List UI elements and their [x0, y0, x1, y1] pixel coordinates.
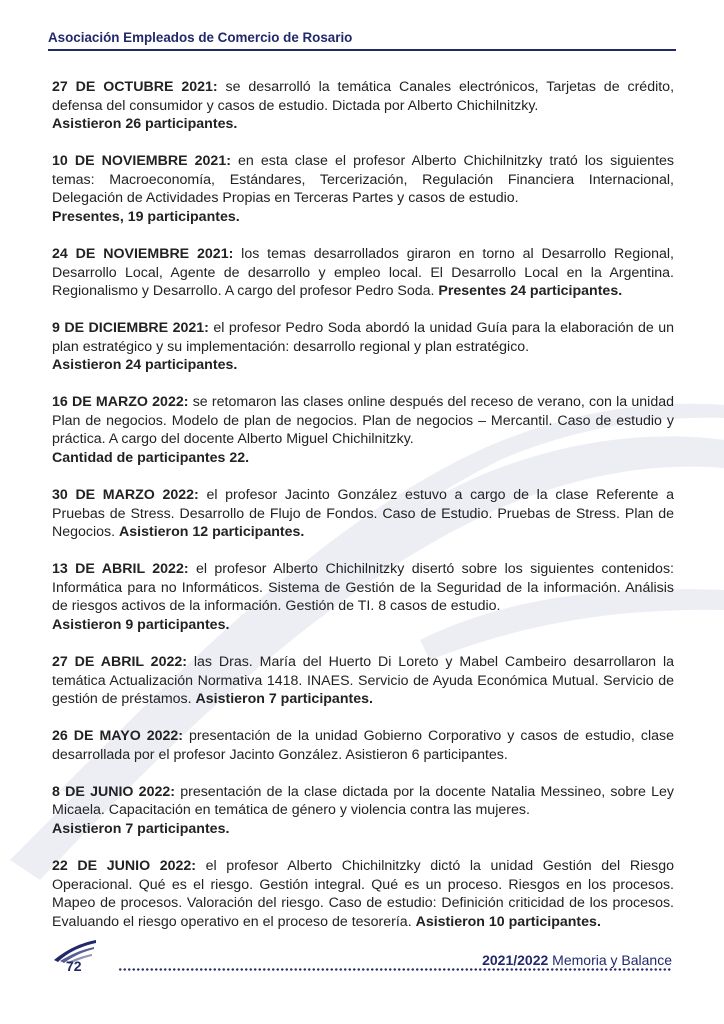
entry-date: 9 DE DICIEMBRE 2021: [52, 320, 209, 337]
entry-date: 27 DE OCTUBRE 2021: [52, 79, 218, 95]
footer-year: 2021/2022 [482, 952, 549, 968]
header-title: Asociación Empleados de Comercio de Rosario [48, 30, 353, 45]
entry-text: el profesor Jacinto González estuvo a cargo de la clase Referente a Pruebas de Stress. Desarrollo de Flujo de Fondos. Caso de Estudio. Pruebas de Stress. Plan de Negocios. [52, 487, 674, 541]
entry-date: 30 DE MARZO 2022: [52, 487, 199, 504]
entries-list [52, 78, 674, 950]
entry-date: 10 DE NOVIEMBRE 2021: [52, 153, 231, 170]
entry-date: 16 DE MARZO 2022: [52, 394, 189, 411]
entry-date: 24 DE NOVIEMBRE 2021: [52, 245, 234, 262]
entry-attendance: Presentes, 19 participantes. [52, 208, 240, 225]
page-number: 72 [66, 958, 82, 974]
entry-paragraph [52, 486, 674, 542]
entry-attendance: Cantidad de participantes 22. [52, 450, 250, 467]
footer-divider [118, 968, 672, 971]
page-header [48, 30, 676, 51]
entry-date: 26 DE MAYO 2022: [52, 728, 183, 745]
entry-paragraph [52, 319, 674, 375]
entry-paragraph [52, 78, 674, 134]
entry-paragraph [52, 727, 674, 764]
entry-attendance: Asistieron 26 participantes. [52, 116, 238, 133]
entry-attendance: Presentes 24 participantes. [438, 283, 623, 300]
footer-title [482, 952, 672, 968]
footer-subtitle: Memoria y Balance [548, 952, 672, 968]
entry-text: el profesor Alberto Chichilnitzky disertó sobre los siguientes contenidos: Informática para no Informáticos. Sistema de Gestión de la Seguridad de la información. Análisis de riesgos activos de la información. Gestión de TI. 8 casos de estudio. [52, 561, 674, 615]
entry-attendance: Asistieron 7 participantes. [52, 820, 230, 837]
entry-attendance: Asistieron 24 participantes. [52, 357, 238, 374]
entry-text: las Dras. María del Huerto Di Loreto y Mabel Cambeiro desarrollaron la temática Actualización Normativa 1418. INAES. Servicio de Ayuda Económica Mutual. Servicio de gestión de préstamos. [52, 653, 674, 708]
entry-paragraph [52, 653, 674, 709]
entry-date: 13 DE ABRIL 2022: [52, 561, 189, 578]
entry-text: el profesor Alberto Chichilnitzky dictó la unidad Gestión del Riesgo Operacional. Qué es el riesgo. Gestión integral. Qué es un proceso. Riesgos en los procesos. Mapeo de procesos. Valoración del riesgo. Caso de estudio: Definición criticidad de los procesos. Evaluando el riesgo operativo en el proceso de tesorería. [52, 857, 674, 930]
entry-date: 27 DE ABRIL 2022: [52, 653, 187, 670]
entry-text: los temas desarrollados giraron en torno al Desarrollo Regional, Desarrollo Local, Agente de desarrollo y empleo local. El Desarrollo Local en la Argentina. Regionalismo y Desarrollo. A cargo del profesor Pedro Soda. [52, 245, 674, 300]
entry-text: se retomaron las clases online después del receso de verano, con la unidad Plan de negocios. Modelo de plan de negocios. Plan de negocios – Mercantil. Caso de estudio y práctica. A cargo del docente Alberto Miguel Chichilnitzky. [52, 394, 674, 448]
entry-text: presentación de la clase dictada por la docente Natalia Messineo, sobre Ley Micaela. Capacitación en temática de género y violencia contra las mujeres. [52, 783, 674, 819]
entry-date: 8 DE JUNIO 2022: [52, 783, 175, 800]
entry-date: 22 DE JUNIO 2022: [52, 857, 197, 874]
entry-text: presentación de la unidad Gobierno Corporativo y casos de estudio, clase desarrollada por el profesor Jacinto González. Asistieron 6 participantes. [52, 728, 674, 763]
entry-attendance: Asistieron 12 participantes. [119, 524, 305, 541]
entry-attendance: Asistieron 7 participantes. [195, 691, 373, 708]
entry-paragraph [52, 393, 674, 467]
entry-text: se desarrolló la temática Canales electrónicos, Tarjetas de crédito, defensa del consumidor y casos de estudio. Dictada por Alberto Chichilnitzky. [52, 79, 675, 114]
entry-paragraph [52, 245, 674, 301]
entry-attendance: Asistieron 9 participantes. [52, 617, 230, 633]
entry-text: en esta clase el profesor Alberto Chichilnitzky trató los siguientes temas: Macroeconomía, Estándares, Tercerización, Regulación Financiera Internacional, Delegación de Actividades Propias en Terceras Partes y casos de estudio. [52, 153, 674, 207]
entry-paragraph [52, 560, 674, 634]
entry-paragraph [52, 857, 674, 931]
entry-text: el profesor Pedro Soda abordó la unidad Guía para la elaboración de un plan estratégico y su implementación: desarrollo regional y plan estratégico. [52, 320, 674, 355]
entry-paragraph [52, 152, 674, 226]
entry-paragraph [52, 783, 674, 839]
entry-attendance: Asistieron 10 participantes. [415, 913, 601, 930]
